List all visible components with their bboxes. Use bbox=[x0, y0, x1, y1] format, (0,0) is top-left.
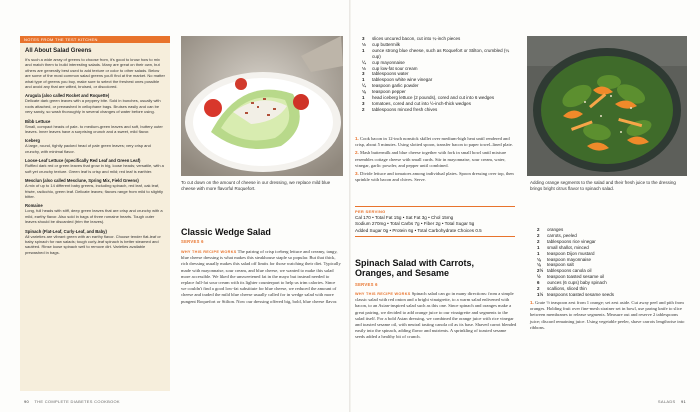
ingredient-quantity: 3 bbox=[362, 100, 365, 106]
recipe-step bbox=[355, 171, 517, 183]
page-gutter bbox=[349, 0, 351, 412]
ingredient-quantity: 2 bbox=[537, 238, 540, 244]
green-description: Long, full heads with stiff, deep green leaves that are crisp and crunchy with a mild, earthy flavor. Also sold in bags of three romaine hearts. Tough outer leaves should be discarded (trim the leaves). bbox=[25, 208, 163, 225]
ingredient-quantity: 1 bbox=[362, 77, 365, 83]
green-name: Arugula (also called Rocket and Roquette) bbox=[25, 93, 110, 99]
ingredient-quantity: ¼ bbox=[362, 59, 366, 65]
ingredient-text: teaspoon salt bbox=[547, 262, 574, 268]
nutrition-label: PER SERVING bbox=[355, 209, 386, 214]
right-folio bbox=[658, 399, 690, 404]
wedge-photo-caption: To cut down on the amount of cheese in our dressing, we replace mild blue cheese with more flavorful Roquefort. bbox=[181, 180, 331, 191]
ingredient-item bbox=[362, 48, 512, 60]
ingredient-quantity: 1½ bbox=[537, 291, 544, 297]
recipe-step bbox=[355, 150, 517, 169]
sidebar-title: All About Salad Greens bbox=[25, 48, 92, 54]
wedge-recipe-title: Classic Wedge Salad bbox=[181, 227, 271, 237]
ingredient-text: tablespoons minced fresh chives bbox=[372, 106, 438, 112]
nutrition-box bbox=[355, 206, 515, 237]
left-page-number: 90 bbox=[24, 399, 30, 404]
ingredient-text: teaspoon garlic powder bbox=[372, 83, 419, 89]
ingredient-text: cup low-fat sour cream bbox=[372, 65, 418, 71]
nutrition-line-1: Cal 170 • Total Fat 15g • Sat Fat 3g • Chol 15mg bbox=[355, 215, 454, 221]
ingredient-quantity: 1 bbox=[362, 95, 365, 101]
spinach-step bbox=[530, 300, 688, 331]
green-name: Mesclun (also called Mesclune, Spring Mix, Field Greens) bbox=[25, 178, 139, 184]
ingredient-quantity: 2 bbox=[537, 227, 540, 232]
ingredient-quantity: 6 bbox=[537, 280, 540, 286]
sidebar-tag: NOTES FROM THE TEST KITCHEN bbox=[20, 36, 170, 43]
ingredient-quantity: 2 bbox=[537, 232, 540, 238]
green-name: Loose-Leaf Lettuce (specifically Red Leaf and Green Leaf) bbox=[25, 158, 141, 164]
sidebar-intro: It's such a wide array of greens to choose from, it's good to know how to mix and match them to build interesting salads. Many are great on their own, but others are generally best used to add texture or color to other salads. Below are some of the most common salad greens you'll find at the market. No matter what type of greens you buy, make sure to select the freshest ones possible and avoid any that are wilted, bruised, or discolored. bbox=[25, 57, 165, 90]
green-description: Ruffled dark red or green leaves that grow in big, loose heads; versatile, with a soft yet crunchy texture. Green leaf is crisp and mild; red leaf is earthier. bbox=[25, 163, 164, 174]
greens-list bbox=[25, 93, 165, 255]
ingredient-text: cup mayonnaise bbox=[372, 59, 405, 65]
ingredient-text: tablespoons canola oil bbox=[547, 268, 592, 274]
spinach-step-number: 1. bbox=[530, 300, 534, 305]
left-running-title: THE COMPLETE DIABETES COOKBOOK bbox=[34, 399, 120, 404]
ingredient-text: teaspoon Dijon mustard bbox=[547, 250, 595, 256]
ingredient-quantity: ⅛ bbox=[362, 89, 366, 95]
ingredient-text: tomatoes, cored and cut into ½-inch-thick wedges bbox=[372, 100, 472, 106]
ingredient-quantity: 1 bbox=[537, 250, 540, 256]
ingredient-text: cup buttermilk bbox=[372, 41, 401, 47]
spinach-step-text: Grate ½ teaspoon zest from 1 orange; set zest aside. Cut away peel and pith from oranges. Holding fruit over fine-mesh strainer set in bowl, use paring knife to slice between membranes to release segments. Measure out and reserve 2 tablespoons juice; discard remaining juice. Using vegetable peeler, shave carrots lengthwise into ribbons. bbox=[530, 300, 685, 330]
ingredient-quantity: ⅛ bbox=[537, 262, 541, 268]
green-name: Romaine bbox=[25, 203, 43, 209]
spinach-why-body: Spinach salad can go in many directions: from a simple classic salad with red onion and a bright vinaigrette, to a warm salad enlivened with bacon, to an Asian-inspired salad such as this one. Since spinach and oranges make a great pairing, we decided to add orange juice to our vinaigrette and segments to the salad itself. For a bold Asian dressing, we combined the orange juice with rice vinegar and toasted sesame oil, with neutral tasting canola oil as its base. Shaved carrot blended easily into the spinach, adding flavor and nutrients. A sprinkling of toasted sesame seeds added a healthy bit of crunch. bbox=[355, 291, 517, 340]
ingredient-quantity: 2 bbox=[537, 286, 540, 292]
spinach-serves: SERVES 6 bbox=[355, 282, 378, 287]
spinach-ingredient-list bbox=[537, 227, 687, 298]
wedge-serves: SERVES 6 bbox=[181, 239, 204, 244]
spinach-salad-photo bbox=[527, 36, 687, 176]
ingredient-quantity: ⅛ bbox=[537, 256, 541, 262]
ingredient-text: head iceberg lettuce (2 pounds), cored and cut into 6 wedges bbox=[372, 95, 495, 101]
ingredient-quantity: ⅓ bbox=[362, 65, 366, 71]
ingredient-text: scallions, sliced thin bbox=[547, 286, 587, 292]
green-description: A mix of up to 14 different baby greens, including spinach, red leaf, oak leaf, frisée, radicchio, green leaf. Delicate leaves; flavors range from mild to slightly bitter. bbox=[25, 183, 164, 199]
ingredient-quantity: ¼ bbox=[362, 83, 366, 89]
green-description: Delicate dark green leaves with a peppery bite. Sold in bunches, usually with roots attached, or prewashed in cellophane bags. Bruises easily and can be very sandy, so wash thoroughly in several changes of water before using. bbox=[25, 98, 161, 115]
wedge-ingredient-list bbox=[362, 36, 512, 113]
ingredient-quantity: 2 bbox=[362, 106, 365, 112]
step-text: Divide lettuce and tomatoes among individual plates. Spoon dressing over top, then sprinkle with bacon and chives. Serve. bbox=[355, 171, 514, 183]
spinach-recipe-title: Spinach Salad with Carrots, Oranges, and Sesame bbox=[355, 258, 475, 278]
ingredient-text: small shallot, minced bbox=[547, 244, 589, 250]
wedge-steps bbox=[355, 136, 517, 185]
green-name: Spinach (Flat-Leaf, Curly-Leaf, and Baby) bbox=[25, 228, 107, 234]
step-number: 3. bbox=[355, 171, 359, 177]
ingredient-quantity: 1 bbox=[537, 244, 540, 250]
step-number: 2. bbox=[355, 150, 359, 156]
test-kitchen-sidebar bbox=[20, 36, 170, 391]
ingredient-item bbox=[362, 107, 512, 113]
spinach-steps bbox=[530, 300, 688, 333]
ingredient-quantity: 3 bbox=[362, 71, 365, 77]
nutrition-line-2: Sodium 270mg • Total Carbs 7g • Fiber 2g • Total Sugar 5g bbox=[355, 221, 475, 227]
ingredient-text: ounces (6 cups) baby spinach bbox=[547, 280, 607, 286]
ingredient-text: ounce strong blue cheese, such as Roquefort or Stilton, crumbled (¼ cup) bbox=[372, 47, 510, 59]
wedge-why-text bbox=[181, 249, 341, 305]
wedge-salad-photo bbox=[181, 36, 343, 176]
ingredient-quantity: ½ bbox=[537, 274, 541, 280]
ingredient-quantity: 2½ bbox=[537, 268, 544, 274]
green-description: All varieties are vibrant green with an earthy flavor. Choose tender flat-leaf or baby spinach for raw salads; tough curly-leaf spinach is better steamed and sautéed. Rinse loose spinach well to remove dirt. Varieties available prewashed in bags. bbox=[25, 233, 161, 255]
ingredient-quantity: 1 bbox=[362, 47, 365, 53]
step-number: 1. bbox=[355, 136, 359, 141]
wedge-why-label: WHY THIS RECIPE WORKS bbox=[181, 250, 237, 254]
green-description: A large, round, tightly packed head of pale green leaves; very crisp and crunchy, with minimal flavor. bbox=[25, 143, 151, 154]
ingredient-text: teaspoons toasted sesame seeds bbox=[547, 291, 615, 297]
ingredient-text: teaspoon toasted sesame oil bbox=[547, 274, 605, 280]
wedge-why-body: The pairing of crisp iceberg lettuce and creamy, tangy, blue cheese dressing is what makes this steakhouse staple so popular. But that thick, rich dressing usually makes this salad off limits for those watching their diet. Typically made with mayonnaise, sour cream, and blue cheese, we wanted to make this salad more accessible. We liked the unsweetened fat in the mayo but instead needed to replace full-fat sour cream with its lighter counterpart to help us trim calories. Since we couldn't find a good low-fat substitute for blue cheese, we reduced the amount of cheese and traded the mild blue cheese usually called for in wedge salad with more pungent Roquefort or Stilton. Now our dressing offered big, bold, blue cheese flavor. bbox=[181, 249, 341, 304]
step-text: Cook bacon in 12-inch nonstick skillet over medium-high heat until rendered and crisp, about 5 minutes. Using slotted spoon, transfer bacon to paper towel–lined plate. bbox=[355, 136, 513, 148]
ingredient-text: tablespoons water bbox=[372, 71, 409, 77]
step-text: Mash buttermilk and blue cheese together with fork in small bowl until mixture resembles cottage cheese with small curds. Stir in mayonnaise, sour cream, water, vinegar, garlic powder, and pepper until combined. bbox=[355, 150, 507, 168]
ingredient-text: carrots, peeled bbox=[547, 232, 577, 238]
left-folio bbox=[20, 399, 120, 404]
ingredient-text: tablespoon white wine vinegar bbox=[372, 77, 433, 83]
right-running-title: SALADS bbox=[657, 399, 676, 404]
ingredient-text: oranges bbox=[547, 227, 564, 232]
spinach-why-text bbox=[355, 291, 517, 341]
spinach-why-label: WHY THIS RECIPE WORKS bbox=[355, 292, 411, 296]
green-description: Small, compact heads of pale- to medium-green leaves and soft, buttery outer leaves. Inner leaves have a surprising crunch and a sweet, mild flavor. bbox=[25, 123, 163, 135]
ingredient-item bbox=[537, 292, 687, 298]
recipe-step bbox=[355, 136, 517, 148]
green-name: Bibb Lettuce bbox=[25, 118, 51, 124]
nutrition-line-3: Added Sugar 0g • Protein 6g • Total Carbohydrate Choices 0.5 bbox=[355, 227, 482, 233]
ingredient-text: tablespoons rice vinegar bbox=[547, 238, 596, 244]
ingredient-quantity: 3 bbox=[362, 36, 365, 41]
ingredient-text: slices uncured bacon, cut into ¼-inch pieces bbox=[372, 36, 461, 41]
ingredient-text: teaspoon mayonnaise bbox=[547, 256, 592, 262]
right-page-number: 91 bbox=[680, 399, 686, 404]
green-name: Iceberg bbox=[25, 138, 40, 144]
ingredient-quantity: ⅓ bbox=[362, 41, 366, 47]
ingredient-text: teaspoon pepper bbox=[372, 89, 406, 95]
spinach-photo-caption: Adding orange segments to the salad and their fresh juice to the dressing brings bright citrus flavor to spinach salad. bbox=[530, 180, 676, 191]
